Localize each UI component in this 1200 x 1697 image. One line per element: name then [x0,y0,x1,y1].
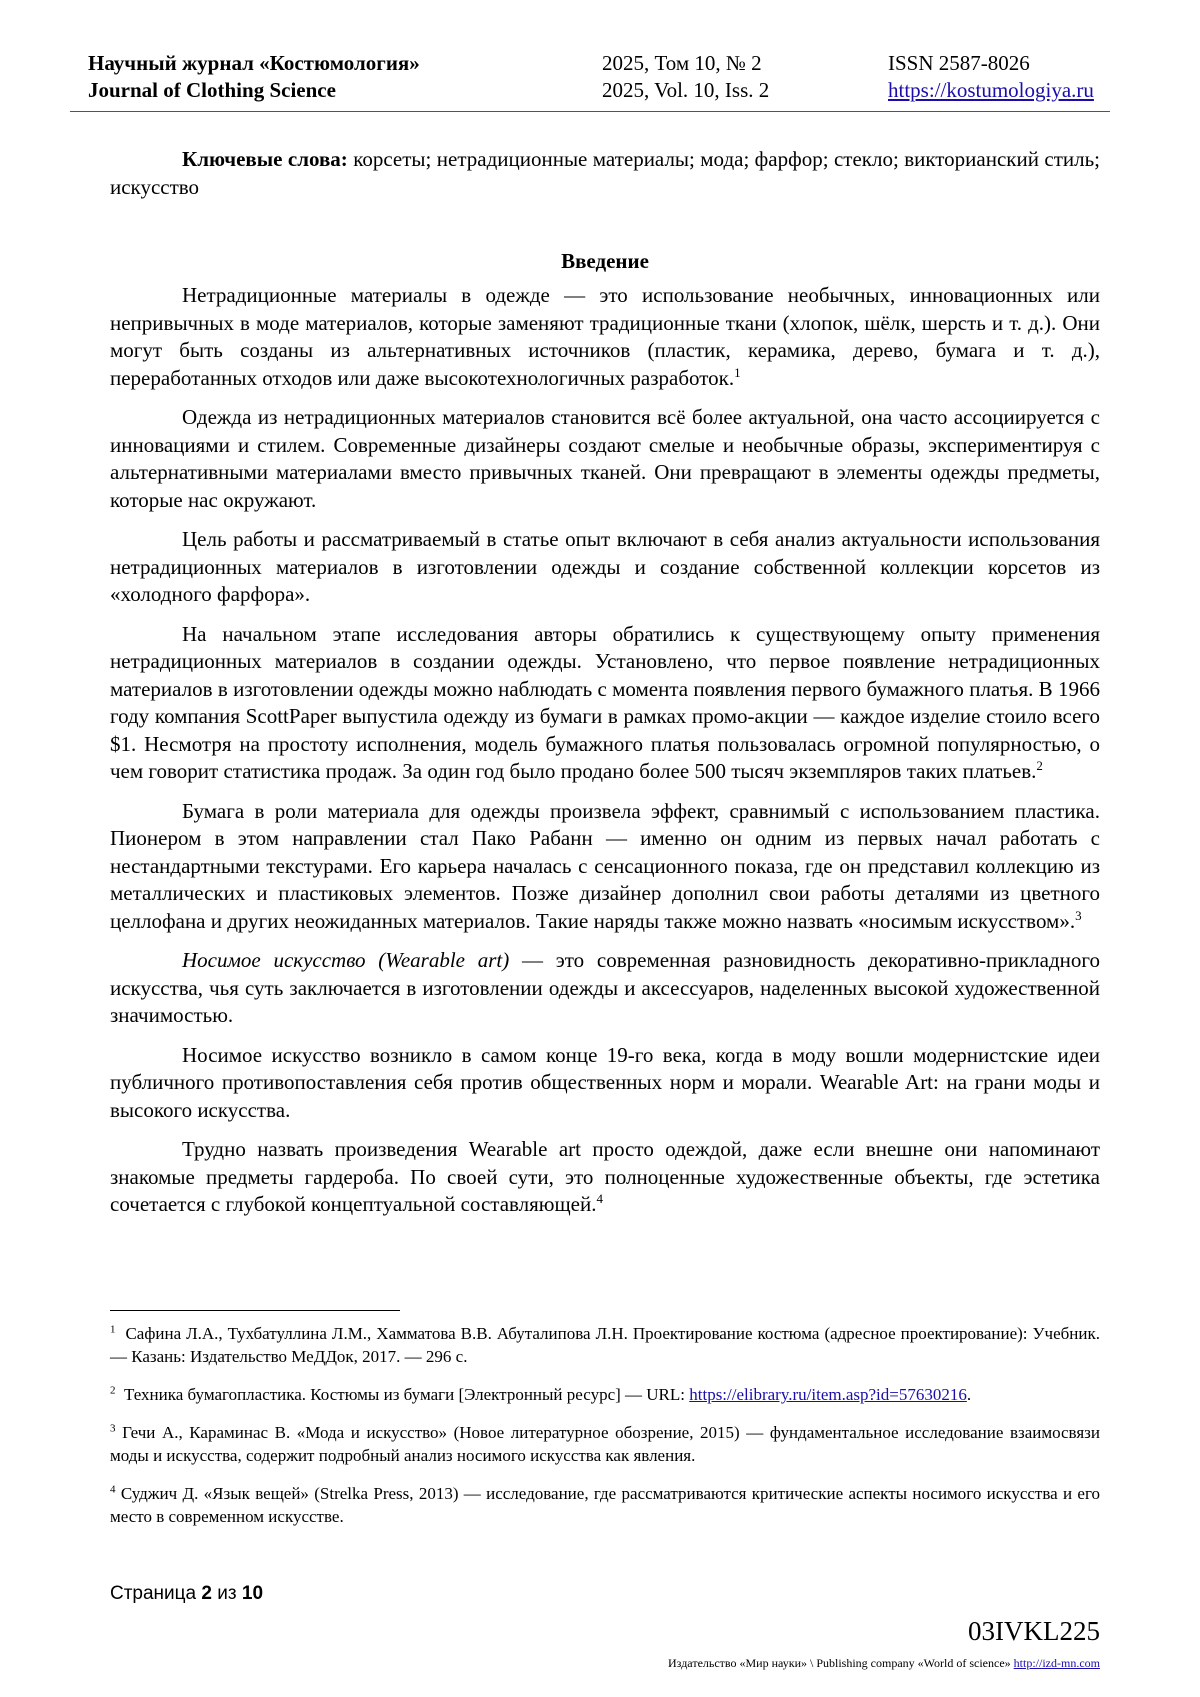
journal-url-link[interactable]: https://kostumologiya.ru [888,78,1094,102]
issue-en: 2025, Vol. 10, Iss. 2 [602,78,770,102]
paragraph: Трудно назвать произведения Wearable art просто одеждой, даже если внешне они напоминают знакомые предметы гардероба. По своей сути, это полноценные художественные объекты, где эстетика сочетается с глубокой концептуальной составляющей.$^4$ [110,1137,1100,1216]
journal-header [88,50,1108,112]
journal-name-ru: Научный журнал «Костюмология» [88,51,420,75]
footnote-ref[interactable]: 2 [1036,758,1043,773]
header-divider [70,111,1110,112]
page-number: Страница 2 из 10 [110,1583,264,1604]
section-title: Введение [561,249,649,273]
keywords-label: Ключевые слова: [182,147,348,171]
footnote-number: 3 [110,1422,116,1435]
footnote: $^2$ Техника бумагопластика. Костюмы из бумаги [Электронный ресурс] — URL: https://elibrary.ru/item.asp?id=57630216. [110,1384,972,1404]
journal-name-en: Journal of Clothing Science [88,78,336,102]
footnote-ref[interactable]: 4 [596,1191,603,1206]
footnote-number: 1 [110,1323,116,1336]
paragraph: Нетрадиционные материалы в одежде — это использование необычных, инновационных или непривычных в моде материалов, которые заменяют традиционные ткани (хлопок, шёлк, шерсть и т. д.). Они могут быть созданы из альтернативных источников (пластик, керамика, дерево, бумага и т. д.), переработанных отходов или даже высокотехнологичных разработок.$^1$ [110,283,1100,390]
footnote-link[interactable]: https://elibrary.ru/item.asp?id=57630216 [689,1385,967,1404]
footnote-divider [110,1310,400,1311]
footnote: $^1$ Сафина Л.А., Тухбатуллина Л.М., Хамматова В.В. Абуталипова Л.Н. Проектирование костюма (адресное проектирование): Учебник. — Казань: Издательство МеДДок, 2017. — 296 с. [110,1323,1100,1366]
journal-name [88,50,420,104]
keywords [110,146,1100,201]
issue-ru: 2025, Том 10, № 2 [602,51,762,75]
paragraph: Одежда из нетрадиционных материалов становится всё более актуальной, она часто ассоциируется с инновациями и стилем. Современные дизайнеры создают смелые и необычные образы, экспериментируя с альтернативными материалами вместо привычных тканей. Они превращают в элементы одежды предметы, которые нас окружают. [110,405,1100,512]
publisher-link[interactable]: http://izd-mn.com [1013,1656,1100,1670]
paragraph: На начальном этапе исследования авторы обратились к существующему опыту применения нетрадиционных материалов в создании одежды. Установлено, что первое появление нетрадиционных материалов в изготовлении одежды можно наблюдать с момента появления первого бумажного платья. В 1966 году компания ScottPaper выпустила одежду из бумаги в рамках промо-акции — каждое изделие стоило всего $1. Несмотря на простоту исполнения, модель бумажного платья пользовалась огромной популярностью, о чем говорит статистика продаж. За один год было продано более 500 тысяч экземпляров таких платьев.$^2$ [110,621,1100,783]
paragraph: Цель работы и рассматриваемый в статье опыт включают в себя анализ актуальности использования нетрадиционных материалов в изготовлении одежды и создание собственной коллекции корсетов из «холодного фарфора». [110,527,1100,606]
keywords-text: корсеты; нетрадиционные материалы; мода; фарфор; стекло; викторианский стиль; искусство [110,147,1100,199]
issn: ISSN 2587-8026 [888,51,1030,75]
paragraph: Бумага в роли материала для одежды произвела эффект, сравнимый с использованием пластика. Пионером в этом направлении стал Пако Рабанн — именно он одним из первых начал работать с нестандартными текстурами. Его карьера началась с сенсационного показа, где он представил коллекцию из металлических и пластиковых элементов. Позже дизайнер дополнил свои работы деталями из цветного целлофана и других неожиданных материалов. Такие наряды также можно назвать «носимым искусством».$^3$ [110,798,1100,933]
term-italic: Носимое искусство (Wearable art) [182,948,510,972]
footnote: $^4$ Суджич Д. «Язык вещей» (Strelka Press, 2013) — исследование, где рассматриваются критические аспекты носимого искусства и его место в современном искусстве. [110,1483,1100,1526]
footnotes [110,1322,1100,1543]
footnote-ref[interactable]: 1 [734,364,741,380]
footnote-number: 4 [110,1483,116,1496]
article-body [110,282,1100,1231]
paragraph: Носимое искусство возникло в самом конце 19-го века, когда в моду вошли модернистские идеи публичного противопоставления себя против общественных норм и морали. Wearable Art: на грани моды и высокого искусства. [110,1042,1100,1122]
document-code: 03IVKL225 [968,1616,1100,1646]
footnote-number: 2 [110,1384,116,1397]
publisher-line: Издательство «Мир науки» \ Publishing company «World of science» http://izd-mn.com [668,1656,1100,1670]
footnote-ref[interactable]: 3 [1075,907,1082,923]
footnote: $^3$ Гечи А., Караминас В. «Мода и искусство» (Новое литературное обозрение, 2015) — фундаментальное исследование взаимосвязи моды и искусства, содержит подробный анализ носимого искусства как явления. [110,1422,1100,1465]
paragraph: Носимое искусство (Wearable art) — это современная разновидность декоративно-прикладного искусства, чья суть заключается в изготовлении одежды и аксессуаров, наделенных высокой художественной значимостью. [110,948,1100,1027]
issue-info [602,50,769,104]
issn-block [888,50,1094,104]
